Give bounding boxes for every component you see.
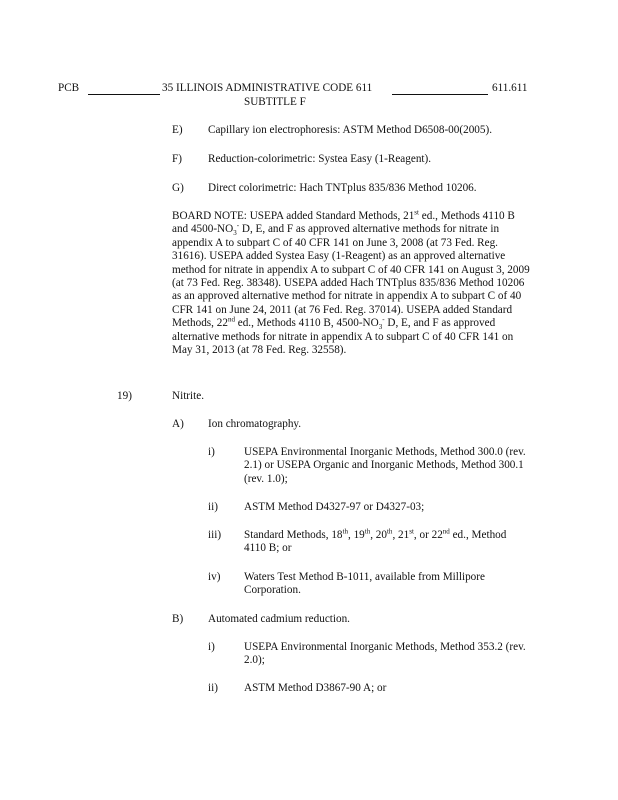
a-item-text-part: , or 22 [413, 529, 443, 541]
board-note-sup: - [236, 221, 240, 230]
header-right: 611.611 [492, 82, 528, 94]
section-19-label: 19) [117, 390, 132, 402]
section-b-label: B) [172, 613, 184, 625]
a-item-label: i) [208, 446, 215, 458]
a-item-text-part: , 19 [347, 529, 365, 541]
a-item-sup: nd [442, 527, 450, 536]
a-item-sup: th [386, 527, 393, 536]
board-note [172, 210, 532, 357]
a-item-label: ii) [208, 501, 218, 513]
section-19-title: Nitrite. [172, 390, 205, 402]
b-item-label: ii) [208, 682, 218, 694]
board-note-sup: nd [227, 315, 235, 324]
item-text-f: Reduction-colorimetric: Systea Easy (1-Reagent). [208, 153, 432, 165]
a-item-text: USEPA Environmental Inorganic Methods, Method 300.0 (rev. 2.1) or USEPA Organic and Inorganic Methods, Method 300.1 (rev. 1.0); [244, 446, 526, 485]
board-note-text: ed., Methods 4110 B, 4500-NO [234, 317, 379, 330]
item-label-f: F) [172, 153, 182, 165]
a-item-sup: st [409, 527, 414, 536]
a-item-text-part: Standard Methods, 18 [244, 529, 343, 541]
board-note-sub: 3 [378, 323, 383, 332]
a-item-text: ASTM Method D4327-97 or D4327-03; [244, 501, 425, 513]
b-item-label: i) [208, 641, 215, 653]
item-label-g: G) [172, 182, 184, 194]
b-item-text: ASTM Method D3867-90 A; or [244, 682, 387, 694]
a-item-label: iv) [208, 571, 221, 583]
board-note-text: BOARD NOTE: USEPA added Standard Methods, 21 [172, 210, 415, 222]
a-item-text [244, 529, 529, 556]
a-item-sup: th [364, 527, 371, 536]
header-left: PCB [58, 82, 80, 94]
a-item-text: Waters Test Method B-1011, available from Millipore Corporation. [244, 571, 485, 597]
a-item-text-part: ed., Method 4110 B; or [244, 529, 507, 555]
header-rule-right [392, 94, 488, 95]
header-subtitle: SUBTITLE F [244, 96, 306, 108]
board-note-text: ed., Methods 4110 B and 4500-NO [172, 210, 515, 236]
board-note-sup: st [414, 208, 419, 217]
a-item-text-part: , 20 [370, 529, 387, 541]
a-item-text-part: , 21 [392, 529, 410, 541]
board-note-sup: - [382, 315, 385, 324]
board-note-text: D, E, and F as approved alternative methods for nitrate in appendix A to subpart C of 40 CFR 141 on May 31, 2013 (at 78 Fed. Reg. 32558). [172, 317, 514, 357]
item-label-e: E) [172, 124, 183, 136]
item-text-g: Direct colorimetric: Hach TNTplus 835/836 Method 10206. [208, 182, 477, 194]
item-text-e: Capillary ion electrophoresis: ASTM Method D6508-00(2005). [208, 124, 492, 136]
b-item-text: USEPA Environmental Inorganic Methods, Method 353.2 (rev. 2.0); [244, 641, 526, 667]
a-item-sup: th [342, 527, 348, 536]
board-note-sub: 3 [233, 229, 237, 238]
header-center: 35 ILLINOIS ADMINISTRATIVE CODE 611 [162, 82, 373, 94]
a-item-label: iii) [208, 529, 222, 541]
section-b-title: Automated cadmium reduction. [208, 613, 350, 625]
section-a-label: A) [172, 418, 184, 430]
board-note-text: D, E, and F as approved alternative methods for nitrate in appendix A to subpart C of 40 CFR 141 on June 3, 2008 (at 73 Fed. Reg. 31616). USEPA added Systea Easy (1-Reagent) as an approved alternative method for nitrate in appendix A to subpart C of 40 CFR 141 on August 3, 2009 (at 73 Fed. Reg. 38348). USEPA added Hach TNTplus 835/836 Method 10206 as an approved alternative method for nitrate in appendix A to subpart C of 40 CFR 141 on June 24, 2011 (at 76 Fed. Reg. 37014). USEPA added Standard Methods, 22 [172, 223, 530, 330]
section-a-title: Ion chromatography. [208, 418, 302, 430]
header-rule-left [88, 94, 160, 95]
